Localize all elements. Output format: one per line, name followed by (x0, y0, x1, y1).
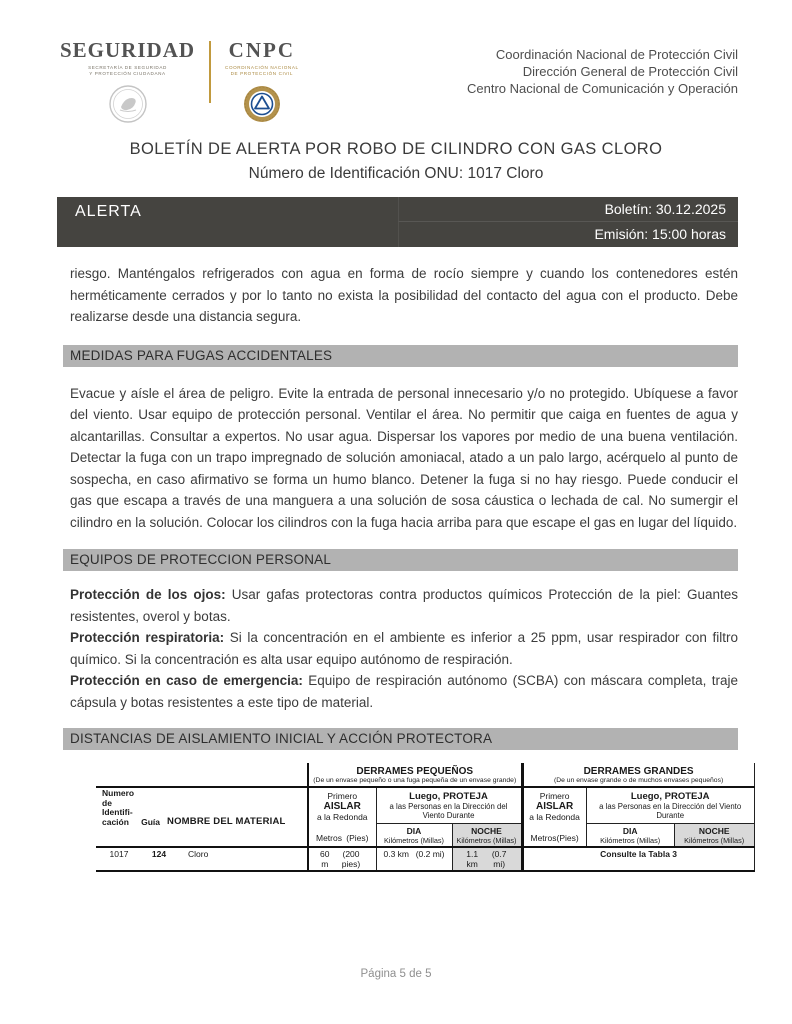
table-row (96, 847, 754, 871)
cnpc-logo (225, 38, 299, 124)
equipos-paragraphs (70, 584, 738, 713)
proteccion-ojos-label: Protección de los ojos: (70, 587, 226, 603)
alert-label: ALERTA (75, 203, 142, 221)
small-isolate-header: Primero AISLAR a la Redonda (308, 787, 376, 823)
mexico-eagle-seal-icon (108, 84, 148, 124)
material-cell: Cloro (176, 847, 308, 871)
proteccion-ojos-item: Protección de los ojos: Usar gafas protectoras contra productos químicos Protección de la piel: Guantes resistentes, overol y botas. (70, 587, 738, 624)
seguridad-wordmark: SEGURIDAD (60, 38, 196, 62)
proteccion-respiratoria-item: Protección respiratoria: Si la concentración en el ambiente es inferior a 25 ppm, usar respirador con filtro químico. Si la concentración es alta usar equipo autónomo de respiración. (70, 630, 738, 667)
proteccion-respiratoria-label: Protección respiratoria: (70, 630, 225, 646)
proteccion-emergencia-label: Protección en caso de emergencia: (70, 673, 303, 689)
small-protect-header: Luego, PROTEJA a las Personas en la Dirección del Viento Durante (376, 787, 522, 823)
large-night-header: NOCHE Kilómetros (Millas) (674, 823, 754, 847)
un-id-cell: 1017 (96, 847, 142, 871)
large-spills-header: DERRAMES GRANDES (De un envase grande o de muchos envases pequeños) (522, 763, 754, 787)
small-day-header: DIA Kilómetros (Millas) (376, 823, 452, 847)
guide-cell: 124 (142, 847, 176, 871)
large-protect-header: Luego, PROTEJA a las Personas en la Dirección del Viento Durante (586, 787, 754, 823)
small-spills-header: DERRAMES PEQUEÑOS (De un envase pequeño o una fuga pequeña de un envase grande) (308, 763, 522, 787)
small-night-value: 1.1 km (0.7 mi) (452, 847, 522, 871)
document-title (0, 140, 792, 183)
large-isolate-header: Primero AISLAR a la Redonda (522, 787, 586, 823)
page-number: Página 5 de 5 (360, 968, 432, 980)
cnpc-subtitle: COORDINACIÓN NACIONAL DE PROTECCIÓN CIVIL (225, 65, 299, 77)
isolation-distance-table (96, 763, 792, 872)
logo-divider (209, 41, 211, 103)
intro-paragraph: riesgo. Manténgalos refrigerados con agua en forma de rocío siempre y cuando los contenedores estén herméticamente cerrados y por lo tanto no exista la posibilidad del contacto del agua con el producto. Debe realizarse desde una distancia segura. (70, 266, 738, 325)
table-group-title-row (96, 763, 754, 787)
institution-line-2: Dirección General de Protección Civil (522, 64, 738, 79)
section-heading-fugas: MEDIDAS PARA FUGAS ACCIDENTALES (63, 345, 738, 367)
table-subheader-row (96, 787, 754, 823)
page-header (0, 0, 792, 124)
logo-group (60, 38, 299, 124)
fugas-paragraph: Evacue y aísle el área de peligro. Evite la entrada de personal innecesario y/o no protegido. Ubíquese a favor del viento. Usar equipo de protección personal. Ventilar el área. No permitir que caiga en fuentes de agua y alcantarillas. Consultar a expertos. No usar agua. Dispersar los vapores por medio de una buena ventilación. Detectar la fuga con un trapo impregnado de solución amoniacal, atado a un palo largo, acérquelo al punto de sospecha, en caso afirmativo se forma un humo blanco. Detener la fuga si no hay riesgo. Puede conducir el gas que escapa a través de una manguera a una solución de sosa cáustica o lechada de cal. No sumergir el cilindro en la solución. Colocar los cilindros con la fuga hacia arriba para que escape el gas en lugar del líquido. (70, 385, 738, 530)
alert-banner (57, 197, 738, 247)
institution-line-1: Coordinación Nacional de Protección Civil (495, 47, 738, 62)
guide-header: Guía (141, 817, 161, 828)
id-number-header: Numero de Identifi- cación (102, 788, 135, 827)
section-heading-equipos: EQUIPOS DE PROTECCION PERSONAL (63, 549, 738, 571)
proteccion-civil-seal-icon (242, 84, 282, 124)
proteccion-emergencia-item: Protección en caso de emergencia: Equipo de respiración autónomo (SCBA) con máscara completa, traje cápsula y botas resistentes a este tipo de material. (70, 673, 738, 710)
material-header-cell (96, 787, 308, 847)
seguridad-subtitle: SECRETARÍA DE SEGURIDAD Y PROTECCIÓN CIUDADANA (88, 65, 167, 77)
title-line-1: BOLETÍN DE ALERTA POR ROBO DE CILINDRO CON GAS CLORO (129, 140, 663, 159)
large-spill-note: Consulte la Tabla 3 (522, 847, 754, 871)
small-isolate-value: 60 m (200 pies) (308, 847, 376, 871)
small-night-header: NOCHE Kilómetros (Millas) (452, 823, 522, 847)
institution-line-3: Centro Nacional de Comunicación y Operación (467, 81, 738, 96)
large-meters-feet-header: Metros (Pies) (522, 823, 586, 847)
bulletin-date: Boletín: 30.12.2025 (398, 197, 738, 222)
small-day-value: 0.3 km (0.2 mi) (376, 847, 452, 871)
emission-time: Emisión: 15:00 horas (398, 222, 738, 247)
section-heading-distancias: DISTANCIAS DE AISLAMIENTO INICIAL Y ACCIÓN PROTECTORA (63, 728, 738, 750)
small-meters-feet-header: Metros (Pies) (308, 823, 376, 847)
large-day-header: DIA Kilómetros (Millas) (586, 823, 674, 847)
material-name-header: NOMBRE DEL MATERIAL (167, 816, 286, 828)
seguridad-logo (60, 38, 195, 124)
institution-lines (467, 38, 738, 124)
cnpc-wordmark: CNPC (228, 38, 295, 62)
title-line-2: Número de Identificación ONU: 1017 Cloro (248, 165, 544, 183)
